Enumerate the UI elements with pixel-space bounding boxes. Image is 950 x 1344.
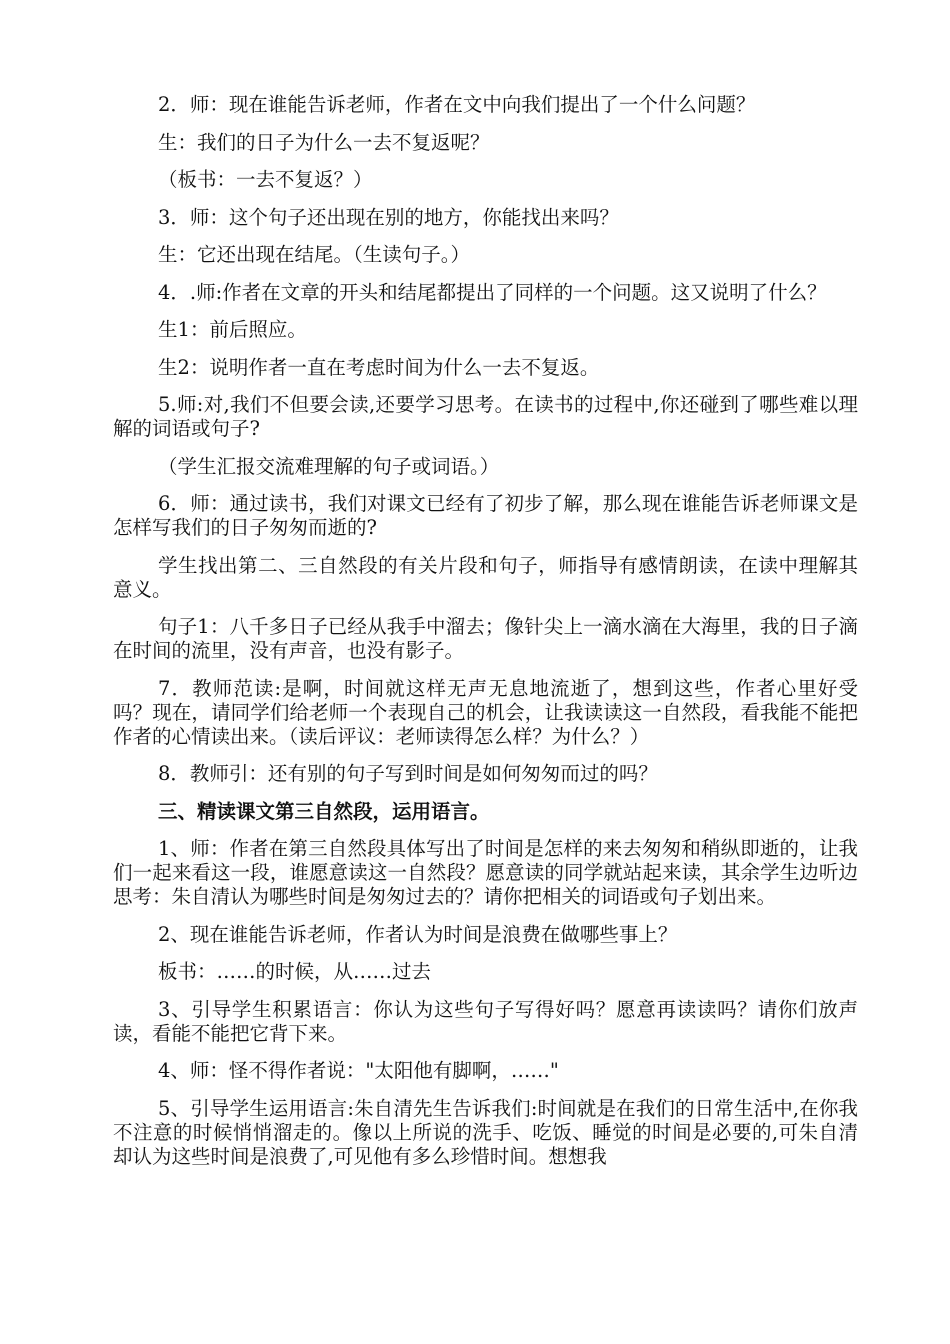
paragraph: 5.师:对,我们不但要会读,还要学习思考。在读书的过程中,你还碰到了哪些难以理解的词语或句子? bbox=[113, 393, 858, 440]
paragraph: 2、现在谁能告诉老师，作者认为时间是浪费在做哪些事上？ bbox=[158, 922, 678, 946]
paragraph: 1、师：作者在第三自然段具体写出了时间是怎样的来去匆匆和稍纵即逝的，让我们一起来看这一段，谁愿意读这一自然段？愿意读的同学就站起来读，其余学生边听边思考：朱自清认为哪些时间是匆匆过去的？请你把相关的词语或句子划出来。 bbox=[113, 837, 858, 908]
document-page bbox=[113, 93, 858, 1182]
paragraph: 4．.师:作者在文章的开头和结尾都提出了同样的一个问题。这又说明了什么？ bbox=[158, 280, 827, 304]
paragraph: 6．师：通过读书，我们对课文已经有了初步了解，那么现在谁能告诉老师课文是怎样写我们的日子匆匆而逝的? bbox=[113, 492, 858, 539]
paragraph: 句子1：八千多日子已经从我手中溜去；像针尖上一滴水滴在大海里，我的日子滴在时间的流里，没有声音，也没有影子。 bbox=[113, 615, 858, 662]
paragraph: 7．教师范读:是啊，时间就这样无声无息地流逝了，想到这些，作者心里好受吗？现在，请同学们给老师一个表现自己的机会，让我读读这一自然段，看我能不能把作者的心情读出来。（读后评议：老师读得怎么样？为什么？） bbox=[113, 676, 858, 748]
paragraph: 学生找出第二、三自然段的有关片段和句子，师指导有感情朗读，在读中理解其意义。 bbox=[113, 553, 858, 601]
paragraph: 生1：前后照应。 bbox=[158, 318, 307, 341]
section-heading: 三、精读课文第三自然段，运用语言。 bbox=[158, 799, 490, 823]
paragraph: 生：它还出现在结尾。（生读句子。） bbox=[158, 243, 471, 266]
paragraph: 3．师：这个句子还出现在别的地方，你能找出来吗？ bbox=[158, 205, 619, 229]
paragraph: 生2：说明作者一直在考虑时间为什么一去不复返。 bbox=[158, 355, 600, 379]
paragraph: （学生汇报交流难理解的句子或词语。） bbox=[158, 454, 500, 478]
paragraph: 4、师：怪不得作者说："太阳他有脚啊，……" bbox=[158, 1059, 559, 1082]
paragraph: 生：我们的日子为什么一去不复返呢？ bbox=[158, 130, 490, 154]
paragraph: （板书：一去不复返？） bbox=[158, 168, 373, 191]
paragraph: 8．教师引：还有别的句子写到时间是如何匆匆而过的吗？ bbox=[158, 762, 658, 785]
paragraph: 3、引导学生积累语言：你认为这些句子写得好吗？愿意再读读吗？请你们放声读，看能不能把它背下来。 bbox=[113, 997, 858, 1045]
paragraph: 板书：……的时候，从……过去 bbox=[158, 960, 432, 983]
paragraph: 5、引导学生运用语言:朱自清先生告诉我们:时间就是在我们的日常生活中,在你我不注意的时候悄悄溜走的。像以上所说的洗手、吃饭、睡觉的时间是必要的,可朱自清却认为这些时间是浪费了,可见他有多么珍惜时间。想想我 bbox=[113, 1096, 858, 1168]
paragraph: 2．师：现在谁能告诉老师，作者在文中向我们提出了一个什么问题？ bbox=[158, 93, 756, 116]
